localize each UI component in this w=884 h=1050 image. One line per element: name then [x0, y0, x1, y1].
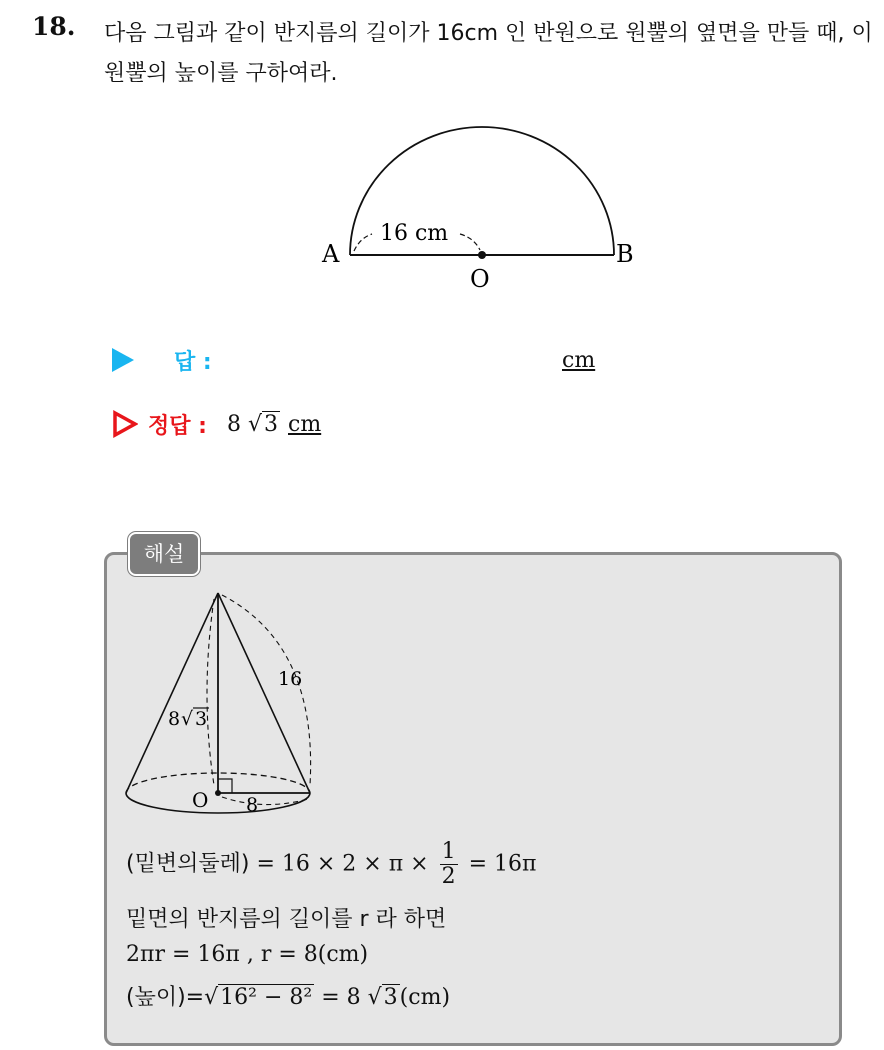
label-o: O — [470, 265, 490, 293]
slant-label: 16 — [278, 668, 303, 690]
radius-arrow-right — [460, 234, 480, 250]
correct-label: 정답 : — [148, 413, 207, 439]
correct-row — [112, 404, 321, 444]
sqrt-sign: √ — [247, 411, 262, 437]
height-coef-label: 8 — [168, 708, 181, 730]
solution-line-2: 밑면의 반지름의 길이를 r 라 하면 — [126, 907, 447, 932]
correct-radicand: 3 — [264, 411, 278, 437]
radius-arrow-left — [354, 234, 372, 251]
radius-label: 8 — [246, 794, 259, 816]
outline-triangle-icon — [112, 410, 138, 438]
solution-tag: 해설 — [128, 532, 200, 576]
answer-label: 답 : — [174, 349, 212, 375]
fraction-numerator: 1 — [441, 839, 456, 864]
label-b: B — [616, 240, 634, 268]
question-text: 다음 그림과 같이 반지름의 길이가 16cm 인 반원으로 원뿔의 옆면을 만들 때, 이 원뿔의 높이를 구하여라. — [104, 21, 873, 86]
perimeter-expr: = 16 × 2 × π × — [256, 851, 429, 877]
height-dash — [207, 599, 214, 785]
cone-center-point — [215, 790, 221, 796]
sqrt-sign-large: √ — [204, 985, 219, 1010]
cone-right-side — [218, 593, 310, 793]
correct-unit: cm — [288, 411, 322, 437]
height-unit: (cm) — [399, 985, 451, 1010]
perimeter-label: (밑변의둘레) — [126, 851, 250, 877]
height-radicand-label: 3 — [195, 708, 208, 730]
fraction — [440, 840, 458, 889]
height-label: (높이)= — [126, 985, 205, 1010]
filled-triangle-icon — [112, 348, 134, 372]
height-radicand: 16² − 8² — [220, 985, 313, 1010]
height-eq: = 8 — [321, 985, 361, 1010]
question-number: 18. — [32, 12, 76, 41]
solution-line-3: 2πr = 16π , r = 8(cm) — [126, 942, 369, 967]
semicircle-figure — [310, 110, 650, 300]
sqrt-sign-small: √ — [367, 985, 382, 1010]
answer-unit: cm — [562, 347, 596, 373]
cone-figure — [118, 585, 328, 825]
fraction-denominator: 2 — [441, 864, 456, 889]
height-radicand-2: 3 — [383, 985, 398, 1010]
label-a: A — [322, 240, 340, 268]
height-sqrt-sign: √ — [181, 708, 194, 730]
solution-line-4 — [126, 980, 450, 1011]
perimeter-result: = 16π — [468, 851, 537, 877]
radius-label: 16 cm — [380, 221, 449, 246]
answer-row — [112, 340, 596, 380]
slant-dash — [222, 595, 311, 785]
cone-left-side — [126, 593, 218, 793]
correct-coef: 8 — [226, 411, 241, 437]
correct-value — [227, 412, 280, 437]
solution-line-1 — [126, 840, 536, 889]
center-point — [478, 251, 486, 259]
center-label: O — [192, 788, 209, 812]
